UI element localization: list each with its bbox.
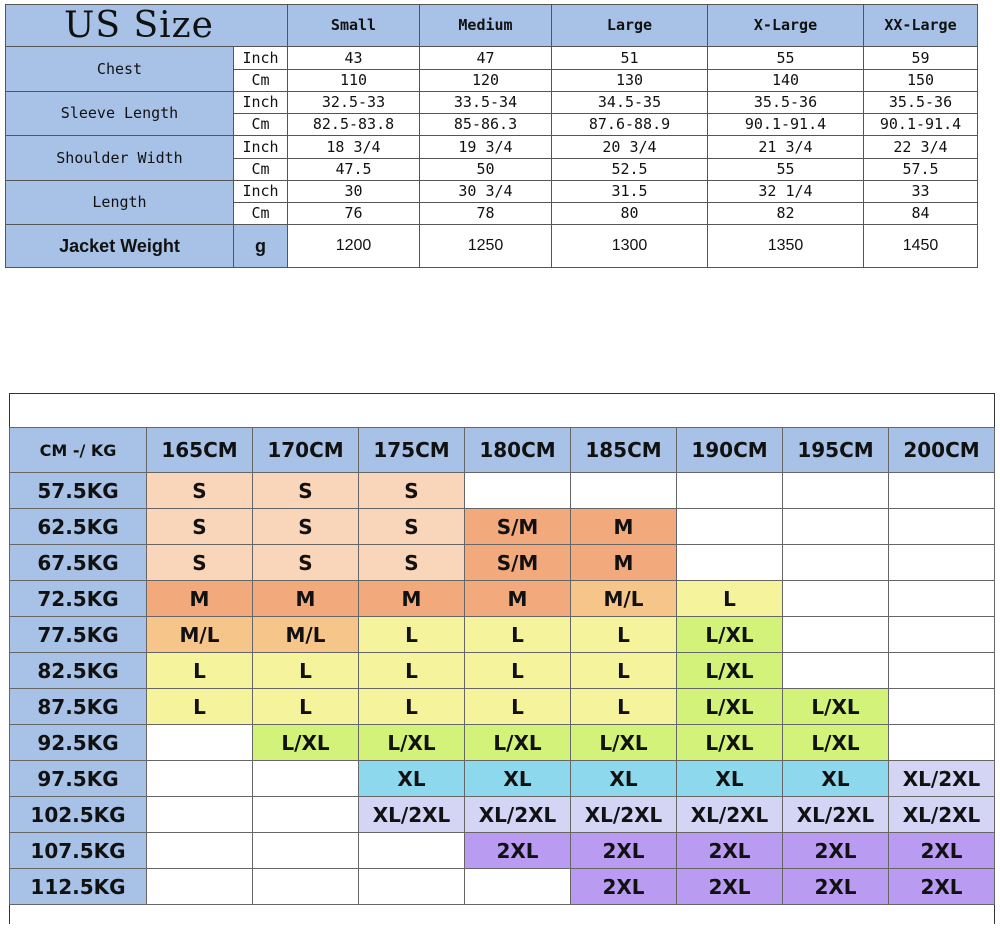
- value-cell: 30 3/4: [420, 180, 552, 202]
- value-cell: 33.5-34: [420, 91, 552, 113]
- size-cell: S: [359, 473, 465, 509]
- value-cell: 21 3/4: [708, 136, 864, 158]
- unit-cell: Cm: [234, 69, 288, 91]
- value-cell: 140: [708, 69, 864, 91]
- weight-label: 57.5KG: [10, 473, 147, 509]
- size-cell: M: [571, 509, 677, 545]
- size-cell: [359, 833, 465, 869]
- table-row: [6, 47, 978, 69]
- value-cell: 82.5-83.8: [288, 114, 420, 136]
- size-cell: S: [147, 473, 253, 509]
- size-cell: [783, 581, 889, 617]
- size-cell: M/L: [253, 617, 359, 653]
- size-cell: L: [465, 689, 571, 725]
- weight-label: 77.5KG: [10, 617, 147, 653]
- fit-chart-header-row: [10, 428, 995, 473]
- table-row: [10, 797, 995, 833]
- value-cell: 51: [552, 47, 708, 69]
- size-cell: [147, 725, 253, 761]
- value-cell: 19 3/4: [420, 136, 552, 158]
- size-cell: XL: [677, 761, 783, 797]
- size-cell: M: [571, 545, 677, 581]
- height-header: 190CM: [677, 428, 783, 473]
- category-length: Length: [6, 180, 234, 225]
- value-cell: 35.5-36: [864, 91, 978, 113]
- value-cell: 30: [288, 180, 420, 202]
- unit-cell: Cm: [234, 158, 288, 180]
- size-cell: M/L: [571, 581, 677, 617]
- size-cell: L/XL: [677, 689, 783, 725]
- table-row: [10, 509, 995, 545]
- size-cell: [677, 545, 783, 581]
- size-cell: S: [147, 509, 253, 545]
- table-row: [6, 136, 978, 158]
- unit-cell: g: [234, 225, 288, 268]
- size-cell: S: [253, 509, 359, 545]
- table-row: [10, 617, 995, 653]
- value-cell: 87.6-88.9: [552, 114, 708, 136]
- size-cell: S: [359, 509, 465, 545]
- size-cell: L/XL: [783, 725, 889, 761]
- size-cell: [465, 473, 571, 509]
- size-header-large: Large: [552, 5, 708, 47]
- size-cell: L: [253, 653, 359, 689]
- size-cell: [359, 869, 465, 905]
- size-cell: [253, 869, 359, 905]
- size-cell: L: [147, 653, 253, 689]
- value-cell: 32.5-33: [288, 91, 420, 113]
- value-cell: 35.5-36: [708, 91, 864, 113]
- height-header: 180CM: [465, 428, 571, 473]
- value-cell: 1300: [552, 225, 708, 268]
- value-cell: 1200: [288, 225, 420, 268]
- size-cell: 2XL: [465, 833, 571, 869]
- size-cell: L: [465, 617, 571, 653]
- size-cell: L/XL: [677, 617, 783, 653]
- size-cell: XL/2XL: [889, 761, 995, 797]
- size-cell: 2XL: [571, 869, 677, 905]
- size-cell: [783, 545, 889, 581]
- table-row: [10, 761, 995, 797]
- value-cell: 34.5-35: [552, 91, 708, 113]
- size-cell: [147, 761, 253, 797]
- size-cell: [147, 869, 253, 905]
- table-row: [10, 545, 995, 581]
- value-cell: 47: [420, 47, 552, 69]
- size-cell: [783, 509, 889, 545]
- unit-cell: Inch: [234, 47, 288, 69]
- size-cell: M: [147, 581, 253, 617]
- value-cell: 150: [864, 69, 978, 91]
- size-cell: [783, 617, 889, 653]
- size-cell: L/XL: [571, 725, 677, 761]
- size-cell: XL: [465, 761, 571, 797]
- size-cell: L/XL: [465, 725, 571, 761]
- size-cell: L: [359, 617, 465, 653]
- fit-chart-table: [9, 427, 995, 905]
- category-shoulder-width: Shoulder Width: [6, 136, 234, 181]
- size-cell: XL/2XL: [359, 797, 465, 833]
- size-cell: [253, 833, 359, 869]
- table-row: [10, 725, 995, 761]
- weight-label: 82.5KG: [10, 653, 147, 689]
- size-cell: [147, 833, 253, 869]
- value-cell: 82: [708, 203, 864, 225]
- size-cell: L/XL: [677, 653, 783, 689]
- value-cell: 55: [708, 47, 864, 69]
- value-cell: 1450: [864, 225, 978, 268]
- category-jacket-weight: Jacket Weight: [6, 225, 234, 268]
- size-cell: M/L: [147, 617, 253, 653]
- table-row: [10, 833, 995, 869]
- table-row: [6, 225, 978, 268]
- value-cell: 80: [552, 203, 708, 225]
- size-cell: L/XL: [253, 725, 359, 761]
- value-cell: 110: [288, 69, 420, 91]
- size-header-xx-large: XX-Large: [864, 5, 978, 47]
- value-cell: 31.5: [552, 180, 708, 202]
- value-cell: 1250: [420, 225, 552, 268]
- size-cell: XL/2XL: [465, 797, 571, 833]
- corner-label: CM -/ KG: [10, 428, 147, 473]
- value-cell: 32 1/4: [708, 180, 864, 202]
- size-cell: [465, 869, 571, 905]
- size-cell: 2XL: [677, 869, 783, 905]
- table-row: [10, 473, 995, 509]
- height-header: 170CM: [253, 428, 359, 473]
- table-row: [6, 91, 978, 113]
- size-cell: [889, 653, 995, 689]
- value-cell: 85-86.3: [420, 114, 552, 136]
- value-cell: 18 3/4: [288, 136, 420, 158]
- size-cell: 2XL: [783, 869, 889, 905]
- size-cell: [571, 473, 677, 509]
- size-cell: XL: [783, 761, 889, 797]
- size-cell: 2XL: [677, 833, 783, 869]
- table-row: [10, 869, 995, 905]
- size-header-medium: Medium: [420, 5, 552, 47]
- value-cell: 90.1-91.4: [864, 114, 978, 136]
- size-cell: L: [677, 581, 783, 617]
- weight-label: 107.5KG: [10, 833, 147, 869]
- size-cell: XL/2XL: [571, 797, 677, 833]
- size-cell: 2XL: [571, 833, 677, 869]
- size-cell: M: [359, 581, 465, 617]
- value-cell: 84: [864, 203, 978, 225]
- size-cell: [889, 509, 995, 545]
- size-cell: [889, 473, 995, 509]
- size-table-title: US Size: [6, 5, 288, 47]
- size-cell: L: [571, 653, 677, 689]
- size-cell: M: [253, 581, 359, 617]
- table-row: [10, 689, 995, 725]
- size-cell: S: [253, 473, 359, 509]
- weight-label: 87.5KG: [10, 689, 147, 725]
- size-cell: [147, 797, 253, 833]
- height-header: 195CM: [783, 428, 889, 473]
- unit-cell: Cm: [234, 203, 288, 225]
- size-cell: S: [359, 545, 465, 581]
- size-cell: S/M: [465, 509, 571, 545]
- value-cell: 50: [420, 158, 552, 180]
- size-cell: 2XL: [889, 833, 995, 869]
- unit-cell: Inch: [234, 136, 288, 158]
- height-header: 200CM: [889, 428, 995, 473]
- weight-label: 67.5KG: [10, 545, 147, 581]
- size-cell: [889, 689, 995, 725]
- weight-label: 62.5KG: [10, 509, 147, 545]
- value-cell: 76: [288, 203, 420, 225]
- unit-cell: Cm: [234, 114, 288, 136]
- category-sleeve-length: Sleeve Length: [6, 91, 234, 136]
- size-cell: [677, 473, 783, 509]
- value-cell: 1350: [708, 225, 864, 268]
- size-cell: XL/2XL: [677, 797, 783, 833]
- value-cell: 78: [420, 203, 552, 225]
- size-cell: [783, 653, 889, 689]
- size-cell: [253, 797, 359, 833]
- size-cell: L/XL: [677, 725, 783, 761]
- value-cell: 33: [864, 180, 978, 202]
- value-cell: 20 3/4: [552, 136, 708, 158]
- size-cell: L: [465, 653, 571, 689]
- weight-label: 92.5KG: [10, 725, 147, 761]
- size-cell: L: [571, 617, 677, 653]
- size-cell: [889, 617, 995, 653]
- value-cell: 59: [864, 47, 978, 69]
- value-cell: 43: [288, 47, 420, 69]
- weight-label: 97.5KG: [10, 761, 147, 797]
- value-cell: 52.5: [552, 158, 708, 180]
- unit-cell: Inch: [234, 91, 288, 113]
- value-cell: 47.5: [288, 158, 420, 180]
- size-cell: L: [147, 689, 253, 725]
- size-cell: S: [253, 545, 359, 581]
- size-cell: XL: [359, 761, 465, 797]
- size-cell: [889, 581, 995, 617]
- size-cell: L: [359, 689, 465, 725]
- height-header: 175CM: [359, 428, 465, 473]
- size-cell: L/XL: [359, 725, 465, 761]
- size-cell: [889, 725, 995, 761]
- size-header-x-large: X-Large: [708, 5, 864, 47]
- unit-cell: Inch: [234, 180, 288, 202]
- size-cell: [889, 545, 995, 581]
- size-cell: [783, 473, 889, 509]
- size-cell: S: [147, 545, 253, 581]
- size-cell: L: [253, 689, 359, 725]
- value-cell: 90.1-91.4: [708, 114, 864, 136]
- height-header: 165CM: [147, 428, 253, 473]
- size-cell: XL/2XL: [783, 797, 889, 833]
- height-header: 185CM: [571, 428, 677, 473]
- table-row: [6, 180, 978, 202]
- size-cell: L/XL: [783, 689, 889, 725]
- us-size-table: [5, 4, 978, 268]
- value-cell: 22 3/4: [864, 136, 978, 158]
- size-cell: XL/2XL: [889, 797, 995, 833]
- value-cell: 120: [420, 69, 552, 91]
- weight-label: 112.5KG: [10, 869, 147, 905]
- category-chest: Chest: [6, 47, 234, 92]
- size-cell: [677, 509, 783, 545]
- table-row: [10, 653, 995, 689]
- size-cell: XL: [571, 761, 677, 797]
- size-cell: M: [465, 581, 571, 617]
- value-cell: 55: [708, 158, 864, 180]
- size-cell: 2XL: [783, 833, 889, 869]
- size-cell: [253, 761, 359, 797]
- value-cell: 57.5: [864, 158, 978, 180]
- size-header-small: Small: [288, 5, 420, 47]
- size-cell: L: [359, 653, 465, 689]
- table-row: [10, 581, 995, 617]
- size-cell: L: [571, 689, 677, 725]
- weight-label: 72.5KG: [10, 581, 147, 617]
- size-cell: 2XL: [889, 869, 995, 905]
- size-cell: S/M: [465, 545, 571, 581]
- weight-label: 102.5KG: [10, 797, 147, 833]
- value-cell: 130: [552, 69, 708, 91]
